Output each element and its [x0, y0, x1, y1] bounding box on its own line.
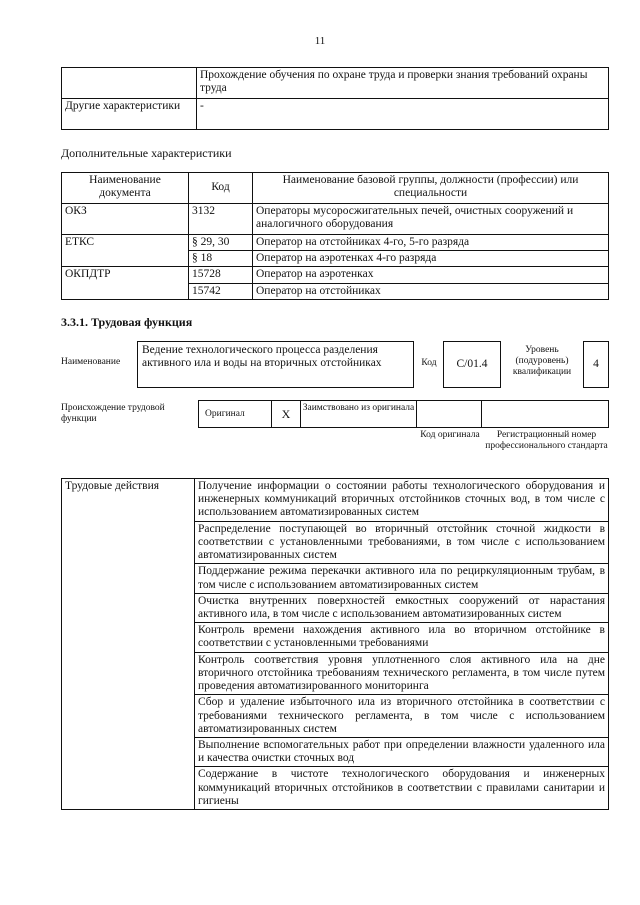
action-item: Распределение поступающей во вторичный отстойник сточной жидкости в соответствии с установленными требованиями, в том числе с использованием автоматизированных систем — [195, 521, 609, 564]
code-original-label: Код оригинала — [420, 430, 480, 440]
table-cell: Оператор на отстойниках 4-го, 5-го разряда — [253, 235, 609, 251]
table-cell: ЕТКС — [62, 235, 189, 267]
table-header-row — [62, 173, 609, 204]
original-label: Оригинал — [205, 409, 245, 419]
action-item: Контроль соответствия уровня уплотненного слоя активного ила на дне вторичного отстойника требованиям технического регламента, в том числе путем проведения автоматизированного мониторинга — [195, 652, 609, 695]
labour-actions-table — [61, 478, 609, 810]
origin-box — [198, 400, 609, 428]
top-characteristics-table — [61, 67, 609, 130]
table-row — [62, 68, 609, 99]
qualification-level-label: Уровень (подуровень) квалификации — [512, 345, 572, 377]
table-cell: Оператор на аэротенках 4-го разряда — [253, 251, 609, 267]
function-name-box: Ведение технологического процесса разделения активного ила и воды на вторичных отстойниках — [137, 341, 414, 388]
additional-characteristics-title: Дополнительные характеристики — [61, 146, 232, 160]
action-item: Получение информации о состоянии работы технологического оборудования и инженерных коммуникаций вторичных отстойников сточных вод, в том числе с использованием автоматизированных систем — [195, 479, 609, 522]
name-label: Наименование — [61, 357, 121, 367]
table-cell — [62, 68, 197, 99]
section-title: 3.3.1. Трудовая функция — [61, 315, 193, 329]
registration-number-label: Регистрационный номер профессионального стандарта — [485, 430, 608, 451]
function-code-box: C/01.4 — [443, 341, 501, 388]
action-item: Контроль времени нахождения активного ила во вторичном отстойнике в соответствии с установленными требованиями — [195, 623, 609, 652]
labour-actions-label: Трудовые действия — [62, 479, 195, 810]
table-row — [62, 99, 609, 130]
table-row — [62, 204, 609, 235]
table-cell: Другие характеристики — [62, 99, 197, 130]
code-original-cell — [416, 401, 482, 427]
table-cell: 15742 — [189, 283, 253, 299]
table-cell: § 18 — [189, 251, 253, 267]
action-item: Поддержание режима перекачки активного ила по рециркуляционным трубам, в том числе с использованием автоматизированных систем — [195, 564, 609, 593]
page-number: 11 — [314, 35, 326, 47]
original-mark: X — [271, 401, 301, 427]
column-header-document: Наименование документа — [62, 173, 189, 204]
action-item: Выполнение вспомогательных работ при определении влажности удаленного ила и качества очистки сточных вод — [195, 737, 609, 766]
table-cell: 15728 — [189, 267, 253, 283]
table-row — [62, 267, 609, 283]
qualification-level-box: 4 — [583, 341, 609, 388]
table-cell: ОКПДТР — [62, 267, 189, 299]
borrowed-label: Заимствовано из оригинала — [302, 403, 415, 413]
action-item: Очистка внутренних поверхностей емкостных сооружений от нарастания активного ила, в том числе с использованием автоматизированных систем — [195, 593, 609, 622]
table-cell: 3132 — [189, 204, 253, 235]
table-cell: Оператор на аэротенках — [253, 267, 609, 283]
origin-label: Происхождение трудовой функции — [61, 403, 165, 424]
additional-characteristics-table — [61, 172, 609, 300]
table-row — [62, 479, 609, 522]
table-cell: Прохождение обучения по охране труда и проверки знания требований охраны труда — [197, 68, 609, 99]
table-cell: Операторы мусоросжигательных печей, очистных сооружений и аналогичного оборудования — [253, 204, 609, 235]
action-item: Содержание в чистоте технологического оборудования и инженерных коммуникаций вторичных отстойников в соответствии с правилами санитарии и гигиены — [195, 767, 609, 810]
table-cell: § 29, 30 — [189, 235, 253, 251]
table-cell: ОКЗ — [62, 204, 189, 235]
table-cell: Оператор на отстойниках — [253, 283, 609, 299]
column-header-name: Наименование базовой группы, должности (профессии) или специальности — [253, 173, 609, 204]
column-header-code: Код — [189, 173, 253, 204]
table-row — [62, 235, 609, 251]
code-label: Код — [421, 358, 437, 368]
action-item: Сбор и удаление избыточного ила из вторичного отстойника в соответствии с требованиями технического регламента, в том числе с использованием автоматизированных систем — [195, 695, 609, 738]
table-cell: - — [197, 99, 609, 130]
